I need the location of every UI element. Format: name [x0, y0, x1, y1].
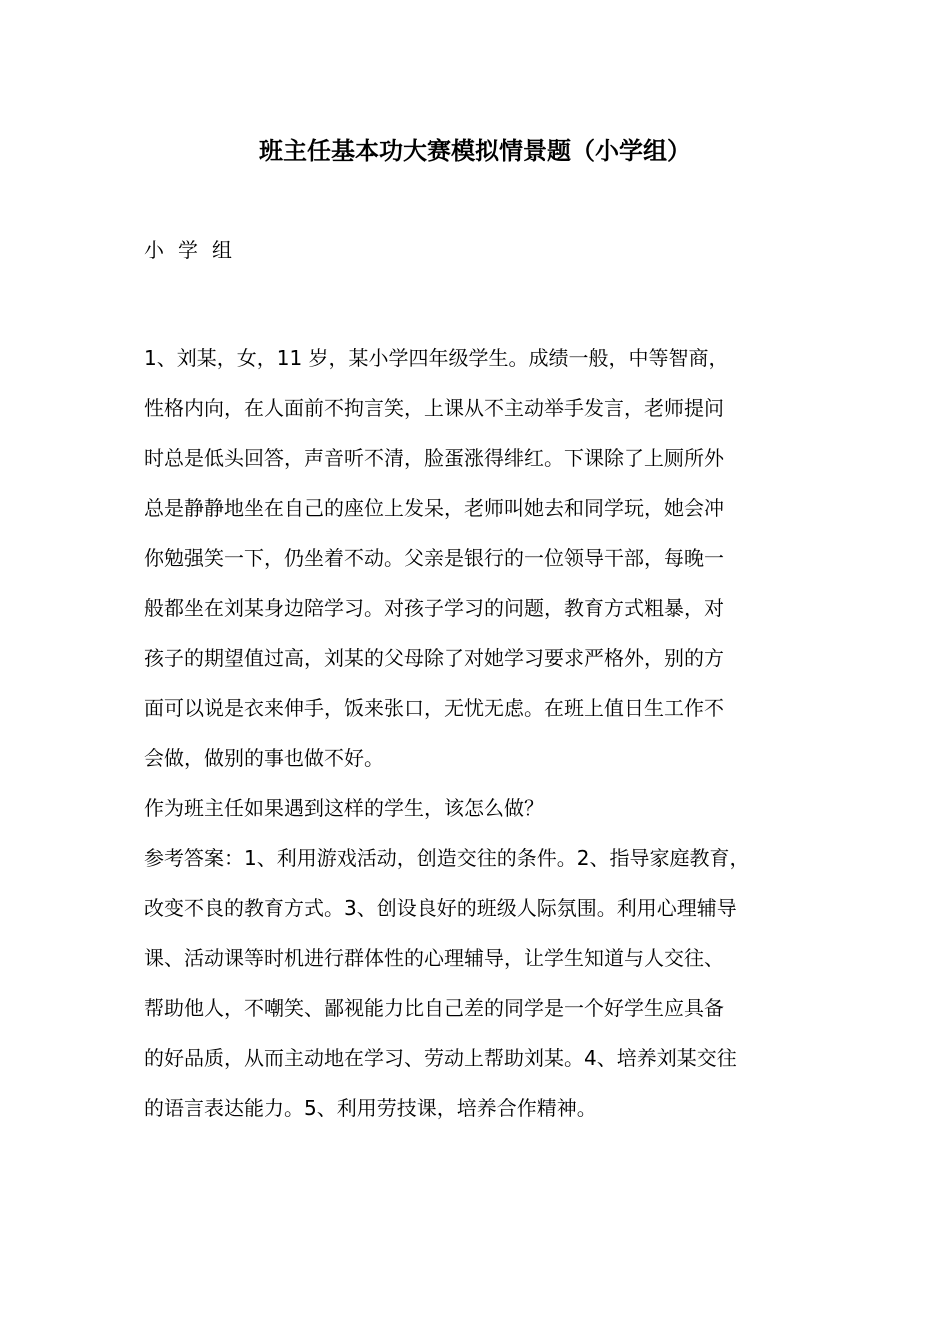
case-line: 时总是低头回答，声音听不清，脸蛋涨得绯红。下课除了上厕所外	[144, 446, 724, 470]
case-line: 孩子的期望值过高，刘某的父母除了对她学习要求严格外，别的方	[144, 646, 724, 670]
answer-line: 帮助他人，不嘲笑、鄙视能力比自己差的同学是一个好学生应具备	[144, 996, 724, 1020]
case-line: 面可以说是衣来伸手，饭来张口，无忧无虑。在班上值日生工作不	[144, 696, 724, 720]
answer-line: 的语言表达能力。5、利用劳技课，培养合作精神。	[144, 1096, 597, 1120]
case-line: 你勉强笑一下，仍坐着不动。父亲是银行的一位领导干部，每晚一	[144, 546, 724, 570]
case-line: 般都坐在刘某身边陪学习。对孩子学习的问题，教育方式粗暴，对	[144, 596, 724, 620]
case-line: 总是静静地坐在自己的座位上发呆，老师叫她去和同学玩，她会冲	[144, 496, 724, 520]
document-title: 班主任基本功大赛模拟情景题（小学组）	[259, 137, 691, 165]
answer-line: 改变不良的教育方式。3、创设良好的班级人际氛围。利用心理辅导	[144, 896, 737, 920]
document-body	[144, 333, 834, 1133]
question-line: 作为班主任如果遇到这样的学生，该怎么做？	[144, 796, 544, 820]
case-line: 会做，做别的事也做不好。	[144, 746, 384, 770]
answer-line: 课、活动课等时机进行群体性的心理辅导，让学生知道与人交往、	[144, 946, 724, 970]
case-line: 1、刘某，女，11 岁，某小学四年级学生。成绩一般，中等智商，	[144, 346, 729, 370]
case-line: 性格内向，在人面前不拘言笑，上课从不主动举手发言，老师提问	[144, 396, 724, 420]
answer-line: 的好品质，从而主动地在学习、劳动上帮助刘某。4、培养刘某交往	[144, 1046, 737, 1070]
section-label: 小学组	[144, 238, 246, 262]
answer-line: 参考答案：1、利用游戏活动，创造交往的条件。2、指导家庭教育，	[144, 846, 750, 870]
